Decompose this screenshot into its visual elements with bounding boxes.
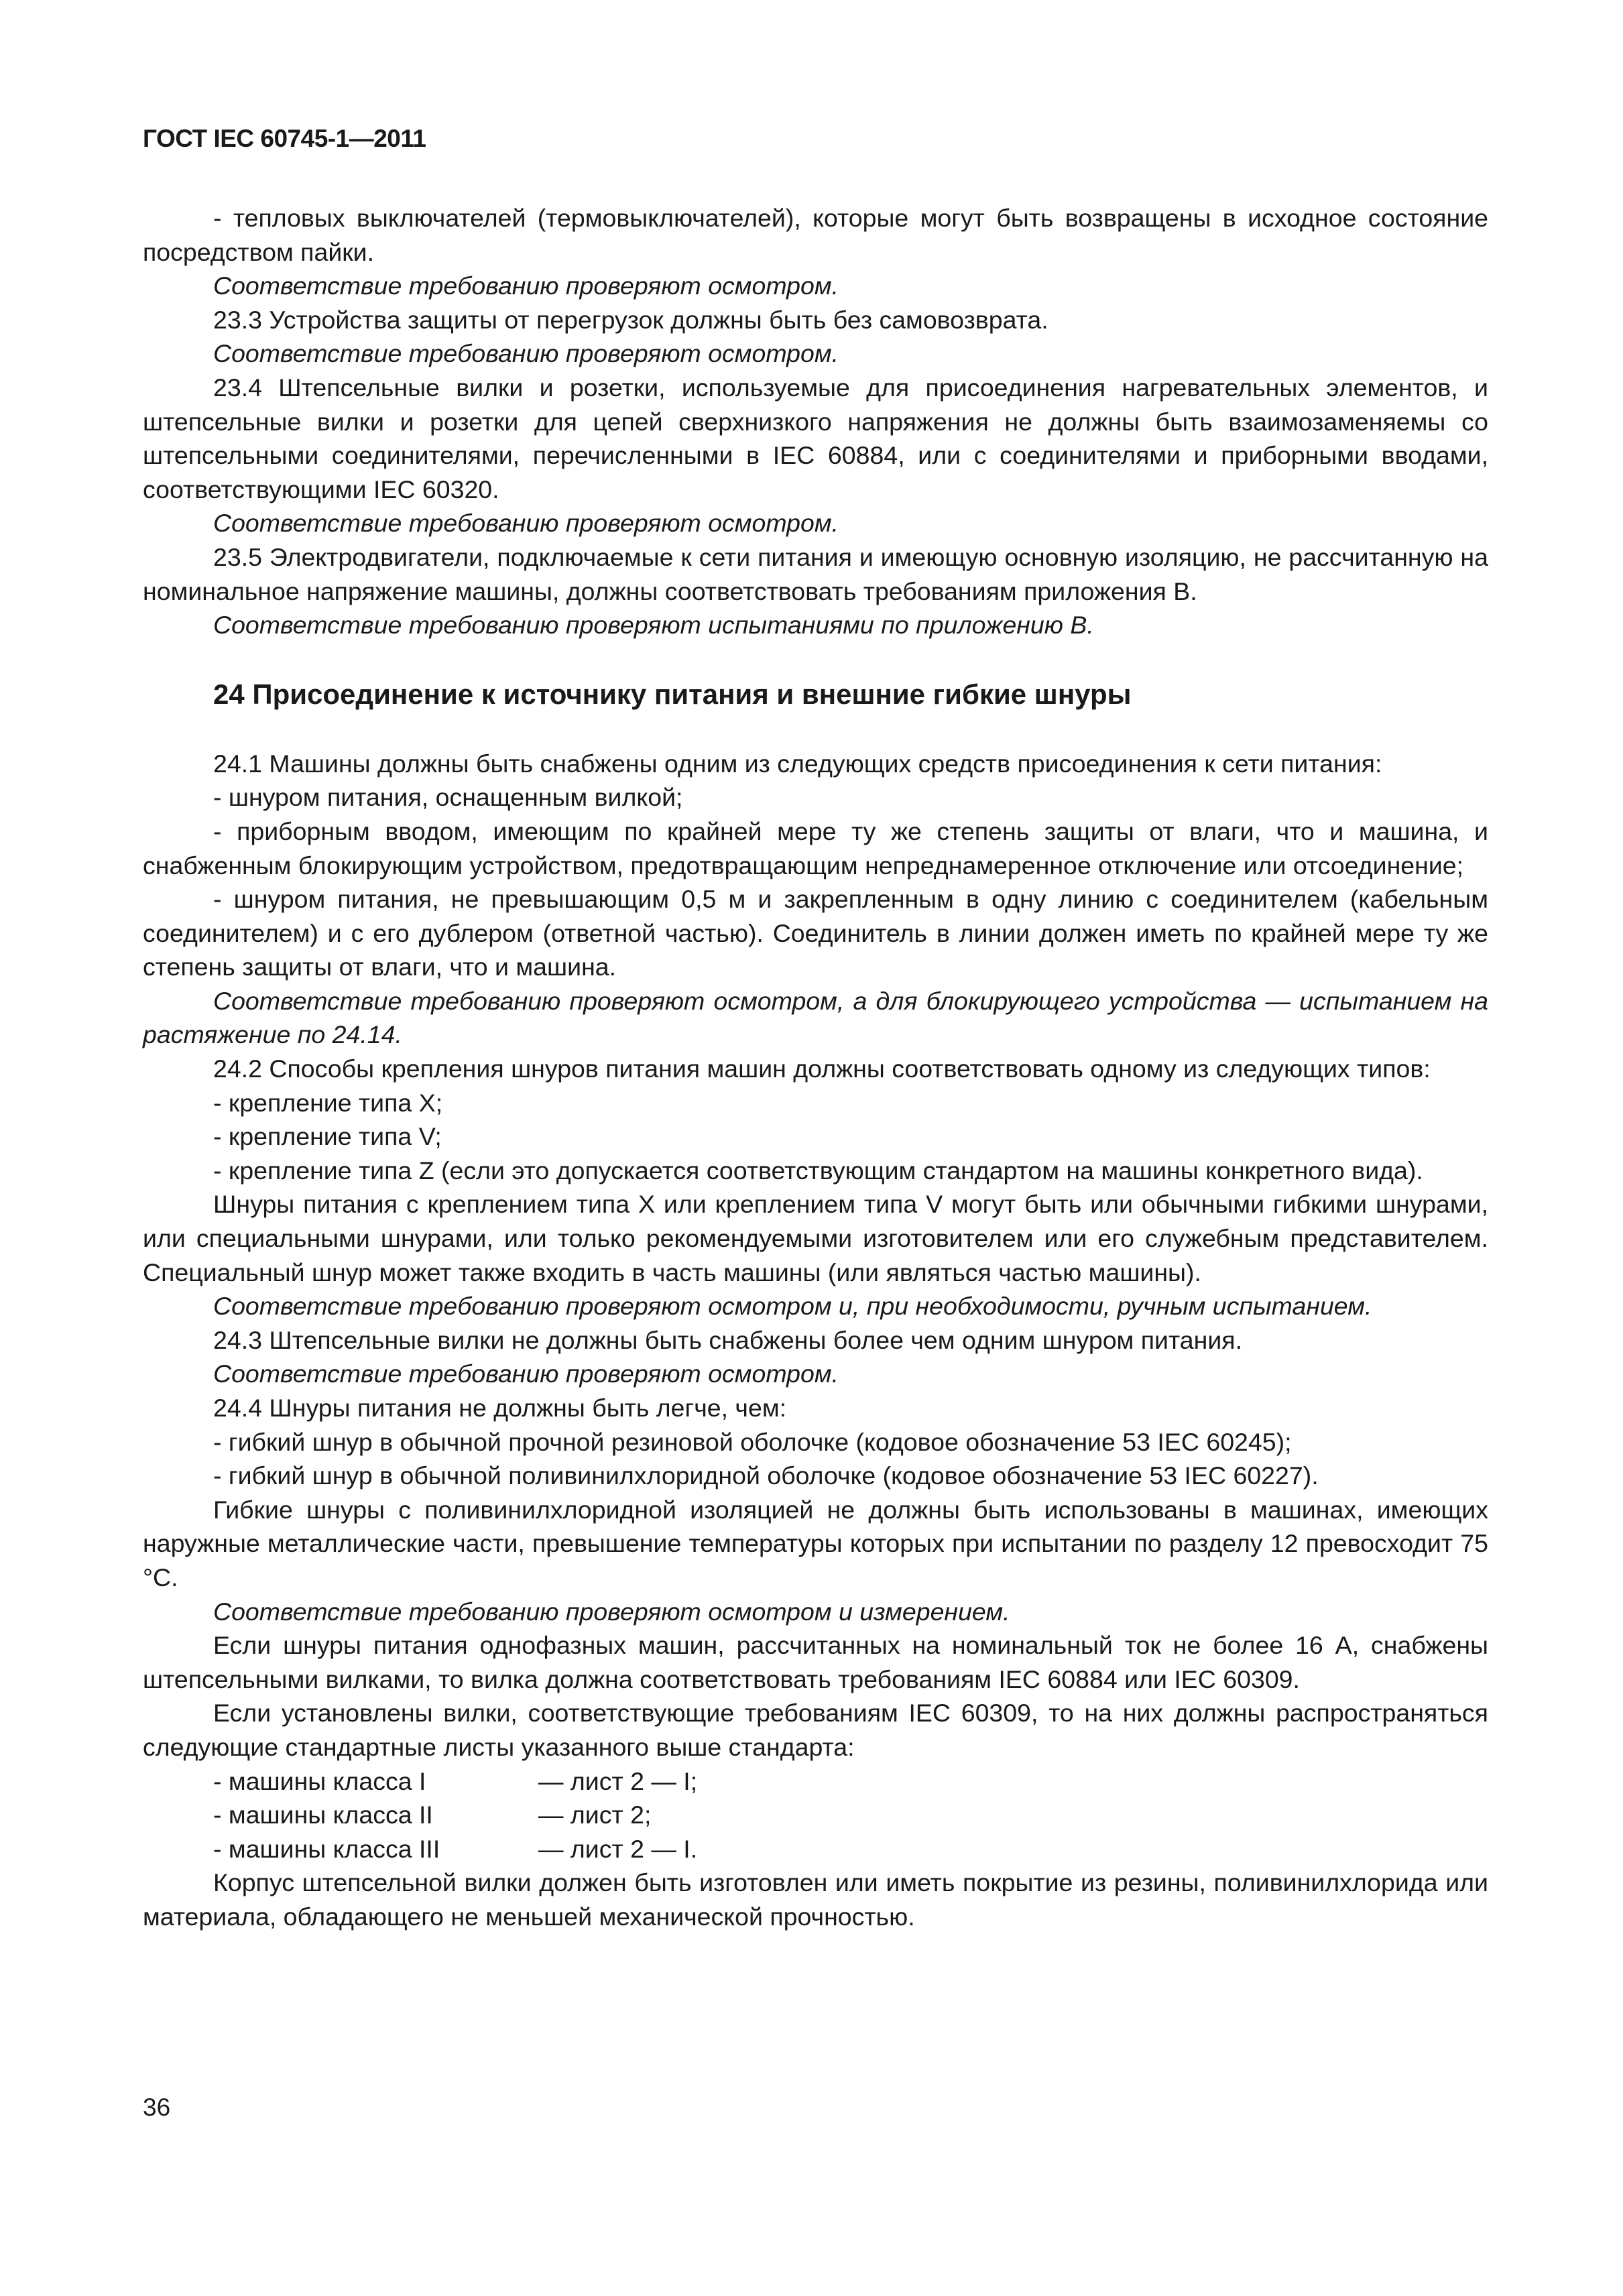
- list-item: - гибкий шнур в обычной прочной резиновой оболочке (кодовое обозначение 53 IEC 60245);: [213, 1427, 1292, 1456]
- compliance-note: Соответствие требованию проверяют осмотром и измерением.: [213, 1597, 1010, 1626]
- paragraph: Если шнуры питания однофазных машин, рассчитанных на номинальный ток не более 16 А, снабжены штепсельными вилками, то вилка должна соответствовать требованиям IEC 60884 или IEC 60309.: [143, 1631, 1488, 1693]
- compliance-note: Соответствие требованию проверяют осмотром.: [213, 1360, 839, 1388]
- class-sheet: — лист 2 — I.: [538, 1834, 698, 1863]
- document-body: [143, 201, 1488, 1934]
- compliance-note: Соответствие требованию проверяют осмотром.: [213, 339, 839, 368]
- class-row: [143, 1798, 1488, 1832]
- class-row: [143, 1832, 1488, 1866]
- class-label: - машины класса II: [213, 1801, 433, 1829]
- paragraph: Если установлены вилки, соответствующие требованиям IEC 60309, то на них должны распространяться следующие стандартные листы указанного выше стандарта:: [143, 1699, 1488, 1761]
- compliance-note: Соответствие требованию проверяют осмотром.: [213, 271, 839, 300]
- compliance-note: Соответствие требованию проверяют испытаниями по приложению В.: [213, 611, 1094, 640]
- list-item: - приборным вводом, имеющим по крайней мере ту же степень защиты от влаги, что и машина, и снабженным блокирующим устройством, предотвращающим непреднамеренное отключение или отсоединение;: [143, 817, 1488, 880]
- paragraph: - тепловых выключателей (термовыключателей), которые могут быть возвращены в исходное состояние посредством пайки.: [143, 204, 1488, 266]
- clause-24-4: 24.4 Шнуры питания не должны быть легче, чем:: [213, 1394, 787, 1422]
- list-item: - крепление типа X;: [213, 1088, 443, 1117]
- compliance-note: Соответствие требованию проверяют осмотром, а для блокирующего устройства — испытанием на растяжение по 24.14.: [143, 986, 1488, 1049]
- page-number: 36: [143, 2094, 171, 2121]
- compliance-note: Соответствие требованию проверяют осмотром.: [213, 509, 839, 538]
- list-item: - крепление типа Z (если это допускается соответствующим стандартом на машины конкретного вида).: [213, 1156, 1423, 1185]
- clause-24-2: 24.2 Способы крепления шнуров питания машин должны соответствовать одному из следующих типов:: [213, 1054, 1431, 1083]
- class-sheet: — лист 2;: [538, 1801, 652, 1829]
- class-label: - машины класса I: [213, 1766, 426, 1795]
- clause-23-5: 23.5 Электродвигатели, подключаемые к сети питания и имеющую основную изоляцию, не рассчитанную на номинальное напряжение машины, должны соответствовать требованиям приложения В.: [143, 542, 1488, 605]
- list-item: - шнуром питания, оснащенным вилкой;: [213, 783, 683, 812]
- paragraph: Гибкие шнуры с поливинилхлоридной изоляцией не должны быть использованы в машинах, имеющих наружные металлические части, превышение температуры которых при испытании по разделу 12 превосходит 75 °С.: [143, 1495, 1488, 1591]
- class-label: - машины класса III: [213, 1834, 440, 1863]
- list-item: - шнуром питания, не превышающим 0,5 м и закрепленным в одну линию с соединителем (кабельным соединителем) и с его дублером (ответной частью). Соединитель в линии должен иметь по крайней мере ту же степень защиты от влаги, что и машина.: [143, 885, 1488, 981]
- paragraph: Шнуры питания с креплением типа X или креплением типа V могут быть или обычными гибкими шнурами, или специальными шнурами, или только рекомендуемыми изготовителем или его служебным представителем. Специальный шнур может также входить в часть машины (или являться частью машины).: [143, 1190, 1488, 1286]
- class-sheet: — лист 2 — I;: [538, 1766, 698, 1795]
- class-row: [143, 1764, 1488, 1799]
- clause-24-1: 24.1 Машины должны быть снабжены одним из следующих средств присоединения к сети питания:: [213, 749, 1382, 778]
- clause-23-3: 23.3 Устройства защиты от перегрузок должны быть без самовозврата.: [213, 305, 1048, 334]
- list-item: - крепление типа V;: [213, 1122, 442, 1151]
- clause-24-3: 24.3 Штепсельные вилки не должны быть снабжены более чем одним шнуром питания.: [213, 1325, 1242, 1354]
- document-header: ГОСТ IEC 60745-1—2011: [143, 125, 426, 152]
- section-heading-24: 24 Присоединение к источнику питания и внешние гибкие шнуры: [213, 678, 1132, 710]
- clause-23-4: 23.4 Штепсельные вилки и розетки, используемые для присоединения нагревательных элементов, и штепсельные вилки и розетки для цепей сверхнизкого напряжения не должны быть взаимозаменяемы со штепсельными соединителями, перечисленными в IEC 60884, или с соединителями и приборными вводами, соответствующими IEC 60320.: [143, 373, 1488, 503]
- compliance-note: Соответствие требованию проверяют осмотром и, при необходимости, ручным испытанием.: [213, 1292, 1372, 1321]
- list-item: - гибкий шнур в обычной поливинилхлоридной оболочке (кодовое обозначение 53 IEC 60227).: [213, 1461, 1319, 1490]
- paragraph: Корпус штепсельной вилки должен быть изготовлен или иметь покрытие из резины, поливинилхлорида или материала, обладающего не меньшей механической прочностью.: [143, 1868, 1488, 1931]
